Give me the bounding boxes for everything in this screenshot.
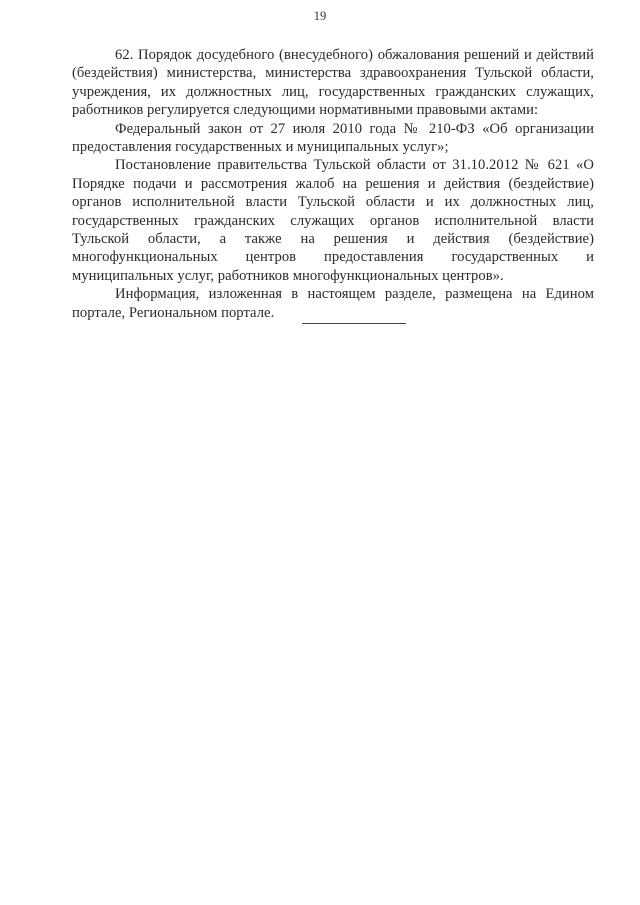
paragraph-appeal-procedure: 62. Порядок досудебного (внесудебного) обжалования решений и действий (бездействия) министерства, министерства здравоохранения Тульской области, учреждения, их должностных лиц, государственных гражданских служащих, работников регулируется следующими нормативными правовыми актами: — [72, 47, 594, 119]
section-end-divider — [302, 323, 406, 324]
page-number: 19 — [313, 9, 327, 23]
paragraph-federal-law: Федеральный закон от 27 июля 2010 года № 210-ФЗ «Об организации предоставления государственных и муниципальных услуг»; — [72, 120, 594, 156]
paragraph-regional-resolution: Постановление правительства Тульской области от 31.10.2012 № 621 «О Порядке подачи и рассмотрения жалоб на решения и действия (бездействие) органов исполнительной власти Тульской области и их должностных лиц, государственных гражданских служащих органов исполнительной власти Тульской области, а также на решения и действия (бездействие) многофункциональных центров предоставления государственных и муниципальных услуг, работников многофункциональных центров». — [72, 157, 594, 284]
paragraph-information-placement: Информация, изложенная в настоящем разделе, размещена на Едином портале, Региональном портале. — [72, 286, 594, 321]
document-body — [72, 46, 594, 322]
